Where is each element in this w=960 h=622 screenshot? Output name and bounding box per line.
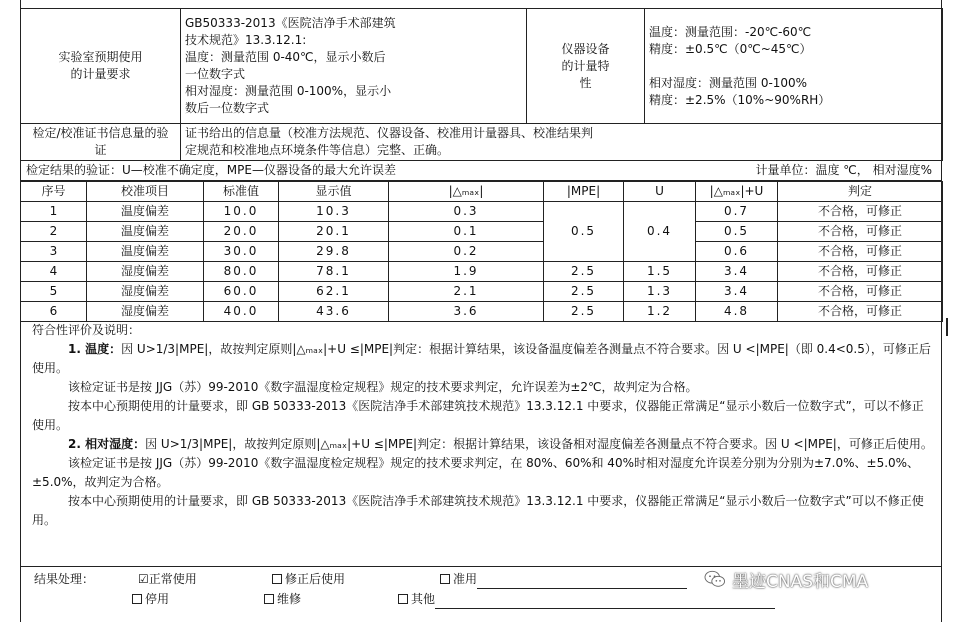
result-label: 结果处理：	[34, 572, 95, 586]
option-corrected-label: 修正后使用	[285, 572, 346, 586]
option-normal-use[interactable]: ☑正常使用	[138, 572, 197, 586]
option-allowed-use[interactable]	[440, 569, 687, 589]
row-item: 温度偏差	[87, 202, 204, 222]
header-dmax: |△ₘₐₓ|	[389, 182, 544, 202]
checkbox-icon	[398, 594, 408, 604]
option-other-label: 其他	[411, 592, 436, 606]
row-standard: 10.0	[204, 202, 279, 222]
checkbox-icon	[132, 594, 142, 604]
checkbox-icon	[272, 574, 282, 584]
verification-line	[20, 162, 942, 181]
watermark	[704, 566, 868, 592]
temp-evaluation	[32, 340, 934, 378]
row-verdict: 不合格，可修正	[778, 262, 943, 282]
checkbox-icon	[264, 594, 274, 604]
row-verdict: 不合格，可修正	[778, 202, 943, 222]
row-u: 1.2	[624, 302, 696, 322]
row-display: 20.1	[279, 222, 389, 242]
row-no: 5	[21, 282, 87, 302]
row-no: 3	[21, 242, 87, 262]
row-dmax: 3.6	[389, 302, 544, 322]
row-dmax: 0.1	[389, 222, 544, 242]
certificate-info-text: 证书给出的信息量（校准方法规范、仪器设备、校准用计量器具、校准结果判 定规范和校准地点环境条件等信息）完整、正确。	[181, 124, 943, 161]
row-sum: 3.4	[696, 282, 778, 302]
row-dmax: 0.3	[389, 202, 544, 222]
header-u: U	[624, 182, 696, 202]
header-verdict: 判定	[778, 182, 943, 202]
row-no: 1	[21, 202, 87, 222]
table-row	[21, 242, 943, 262]
header-no: 序号	[21, 182, 87, 202]
row-display: 62.1	[279, 282, 389, 302]
row-verdict: 不合格，可修正	[778, 282, 943, 302]
temp-u-cell: 0.4	[624, 202, 696, 262]
row-no: 6	[21, 302, 87, 322]
conformity-notes	[20, 319, 942, 530]
humidity-certificate-note: 该检定证书是按 JJG（苏）99-2010《数字温湿度检定规程》规定的技术要求判定，在 80%、60%和 40%时相对湿度允许误差分别为分别为±7.0%、±5.0%、±5.0%，故判定为合格。	[32, 456, 920, 489]
instrument-characteristic-text: 温度：测量范围：-20℃-60℃ 精度：±0.5℃（0℃~45℃） 相对湿度：测量范围 0-100% 精度：±2.5%（10%~90%RH）	[645, 9, 943, 124]
row-dmax: 0.2	[389, 242, 544, 262]
row-standard: 30.0	[204, 242, 279, 262]
option-allowed-label: 准用	[453, 572, 478, 586]
results-table	[20, 181, 943, 322]
row-standard: 60.0	[204, 282, 279, 302]
table-row	[21, 282, 943, 302]
option-corrected-use[interactable]	[272, 569, 345, 589]
temp-body: 因 U>1/3|MPE|，故按判定原则|△ₘₐₓ|+U ≤|MPE|判定：根据计算结果，该设备温度偏差各测量点不符合要求。因 U <|MPE|（即 0.4<0.5），可修正后使用。	[32, 342, 931, 375]
row-mpe: 2.5	[544, 262, 624, 282]
checkbox-icon	[440, 574, 450, 584]
header-mpe: |MPE|	[544, 182, 624, 202]
header-dmax-plus-u: |△ₘₐₓ|+U	[696, 182, 778, 202]
row-mpe: 2.5	[544, 302, 624, 322]
row-verdict: 不合格，可修正	[778, 302, 943, 322]
allowed-blank-line	[477, 574, 687, 589]
row-item: 温度偏差	[87, 242, 204, 262]
row-mpe: 2.5	[544, 282, 624, 302]
row-verdict: 不合格，可修正	[778, 222, 943, 242]
option-other[interactable]	[398, 589, 775, 609]
row-display: 43.6	[279, 302, 389, 322]
table-header-row	[21, 182, 943, 202]
table-row	[21, 202, 943, 222]
row-display: 10.3	[279, 202, 389, 222]
header-display: 显示值	[279, 182, 389, 202]
row-standard: 40.0	[204, 302, 279, 322]
header-item: 校准项目	[87, 182, 204, 202]
row-sum: 0.5	[696, 222, 778, 242]
row-sum: 3.4	[696, 262, 778, 282]
instrument-characteristic-label: 仪器设备 的计量特 性	[527, 9, 645, 124]
row-no: 4	[21, 262, 87, 282]
requirements-table	[20, 8, 943, 161]
text-cursor	[946, 318, 948, 336]
row-item: 温度偏差	[87, 222, 204, 242]
row-sum: 0.7	[696, 202, 778, 222]
table-row	[21, 262, 943, 282]
row-display: 78.1	[279, 262, 389, 282]
temp-mpe-cell: 0.5	[544, 202, 624, 262]
watermark-text: 墨迹CNAS和CMA	[732, 571, 869, 592]
row-no: 2	[21, 222, 87, 242]
certificate-info-label: 检定/校准证书信息量的验 证	[21, 124, 181, 161]
other-blank-line	[435, 594, 775, 609]
unit-note: 计量单位：温度 ℃， 相对湿度%	[755, 163, 932, 177]
table-row	[21, 222, 943, 242]
row-dmax: 2.1	[389, 282, 544, 302]
row-standard: 20.0	[204, 222, 279, 242]
row-item: 湿度偏差	[87, 302, 204, 322]
temp-certificate-note: 该检定证书是按 JJG（苏）99-2010《数字温湿度检定规程》规定的技术要求判定，允许误差为±2℃，故判定为合格。	[68, 380, 698, 394]
temp-usage-note: 按本中心预期使用的计量要求，即 GB 50333-2013《医院洁净手术部建筑技术规范》13.3.12.1 中要求，仪器能正常满足“显示小数后一位数字式”，可以不修正使用。	[32, 399, 924, 432]
row-sum: 4.8	[696, 302, 778, 322]
option-stop[interactable]	[132, 589, 169, 609]
row-sum: 0.6	[696, 242, 778, 262]
option-stop-label: 停用	[145, 592, 170, 606]
temp-heading: 1. 温度：	[68, 342, 122, 356]
humidity-evaluation	[32, 435, 934, 454]
lab-requirement-label: 实验室预期使用 的计量要求	[21, 9, 181, 124]
humidity-usage-note: 按本中心预期使用的计量要求，即 GB 50333-2013《医院洁净手术部建筑技术规范》13.3.12.1 中要求，仪器能正常满足“显示小数后一位数字式”可以不修正使用。	[32, 494, 924, 527]
option-repair[interactable]	[264, 589, 301, 609]
humidity-heading: 2. 相对湿度：	[68, 437, 146, 451]
row-item: 湿度偏差	[87, 262, 204, 282]
notes-title: 符合性评价及说明：	[32, 323, 141, 337]
row-u: 1.3	[624, 282, 696, 302]
row-dmax: 1.9	[389, 262, 544, 282]
option-repair-label: 维修	[277, 592, 302, 606]
row-standard: 80.0	[204, 262, 279, 282]
lab-requirement-text: GB50333-2013《医院洁净手术部建筑 技术规范》13.3.12.1: 温度：测量范围 0-40℃，显示小数后 一位数字式 相对湿度：测量范围 0-100%，显示小 数后一位数字式	[181, 9, 527, 124]
row-display: 29.8	[279, 242, 389, 262]
header-standard: 标准值	[204, 182, 279, 202]
row-verdict: 不合格，可修正	[778, 242, 943, 262]
row-u: 1.5	[624, 262, 696, 282]
humidity-body: 因 U>1/3|MPE|，故按判定原则|△ₘₐₓ|+U ≤|MPE|判定：根据计算结果，该设备相对湿度偏差各测量点不符合要求。因 U <|MPE|，可修正后使用。	[145, 437, 933, 451]
wechat-icon	[704, 569, 726, 589]
row-item: 湿度偏差	[87, 282, 204, 302]
verification-legend: 检定结果的验证：U—校准不确定度，MPE—仪器设备的最大允许误差	[26, 163, 396, 177]
